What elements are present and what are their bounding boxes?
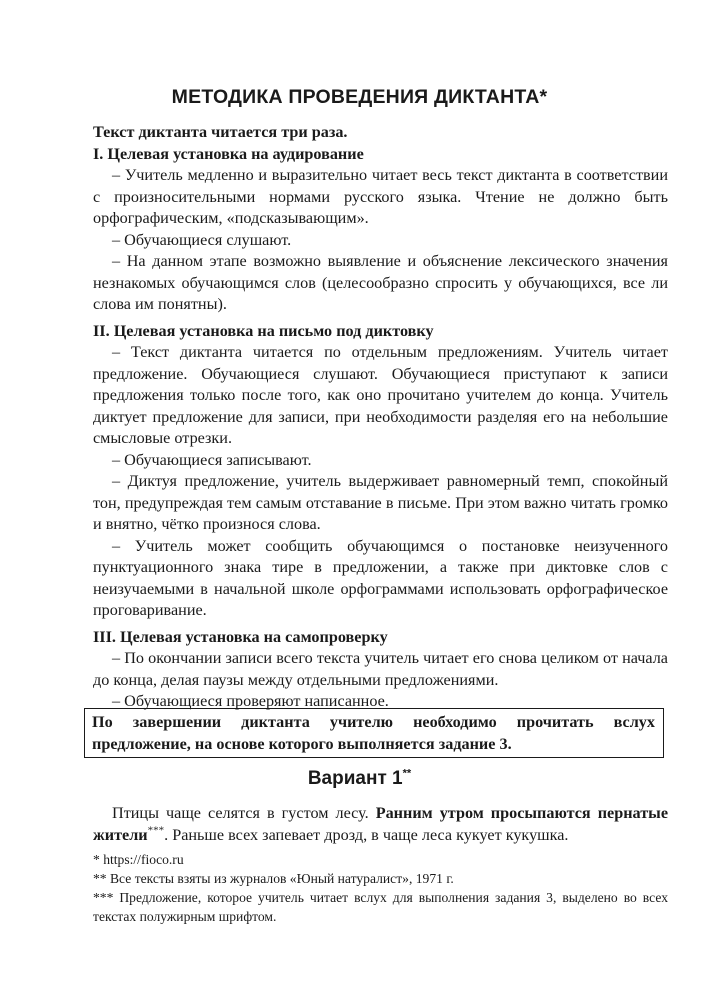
- section2-paragraph: – Учитель может сообщить обучающимся о постановке неизученного пунктуационного знака тире в предложении, а также при диктовке слов с неизучаемыми в начальной школе орфограммами использовать орфографическое проговаривание.: [93, 536, 668, 619]
- section2-paragraph: – Обучающиеся записывают.: [112, 450, 312, 469]
- section2-paragraph: – Диктуя предложение, учитель выдерживает равномерный темп, спокойный тон, предупреждая тем самым отставание в письме. При этом важно читать громко и внятно, чётко произнося слова.: [93, 472, 668, 533]
- dictation-text-bold: Ранним утром просыпаются пернатые жители: [93, 804, 669, 844]
- footnote-2: ** Все тексты взяты из журналов «Юный натуралист», 1971 г.: [93, 871, 454, 886]
- section1-heading: I. Целевая установка на аудирование: [93, 144, 364, 163]
- section3-heading: III. Целевая установка на самопроверку: [93, 627, 388, 646]
- variant-title-mark: **: [402, 767, 412, 780]
- footnotes: [93, 850, 668, 926]
- page-title: МЕТОДИКА ПРОВЕДЕНИЯ ДИКТАНТА*: [171, 86, 548, 108]
- section2-paragraph: – Текст диктанта читается по отдельным предложениям. Учитель читает предложение. Обучающиеся слушают. Обучающиеся приступают к записи предложения только после того, как оно прочитано учителем до конца. Учитель диктует предложение для записи, при необходимости разделяя его на небольшие смысловые отрезки.: [93, 343, 668, 447]
- section2-heading: II. Целевая установка на письмо под диктовку: [93, 321, 434, 340]
- method-body: [93, 122, 668, 713]
- dictation-text-start: Птицы чаще селятся в густом лесу.: [112, 804, 369, 822]
- dictation-text: [93, 803, 668, 846]
- intro-line: Текст диктанта читается три раза.: [93, 123, 348, 141]
- section3-paragraph: – Обучающиеся проверяют написанное.: [112, 692, 389, 710]
- section3-paragraph: – По окончании записи всего текста учитель читает его снова целиком от начала до конца, делая паузы между отдельными предложениями.: [93, 649, 668, 689]
- dictation-text-end: . Раньше всех запевает дрозд, в чаще леса кукует кукушка.: [164, 825, 569, 844]
- variant-title-text: Вариант 1: [307, 768, 403, 789]
- section1-paragraph: – Учитель медленно и выразительно читает весь текст диктанта в соответствии с произносительными нормами русского языка. Чтение не должно быть орфографическим, «подсказывающим».: [93, 166, 668, 227]
- variant-title: [0, 768, 719, 790]
- section1-paragraph: – Обучающиеся слушают.: [112, 230, 292, 249]
- dictation-text-mark: ***: [147, 824, 165, 837]
- footnote-1: * https://fioco.ru: [93, 852, 184, 867]
- footnote-3: *** Предложение, которое учитель читает вслух для выполнения задания 3, выделено во всех текстах полужирным шрифтом.: [93, 890, 668, 924]
- notice-box: По завершении диктанта учителю необходимо прочитать вслух предложение, на основе которого выполняется задание 3.: [84, 708, 664, 758]
- section1-paragraph: – На данном этапе возможно выявление и объяснение лексического значения незнакомых обучающимся слов (целесообразно спросить у обучающихся, все ли слова им понятны).: [93, 252, 668, 313]
